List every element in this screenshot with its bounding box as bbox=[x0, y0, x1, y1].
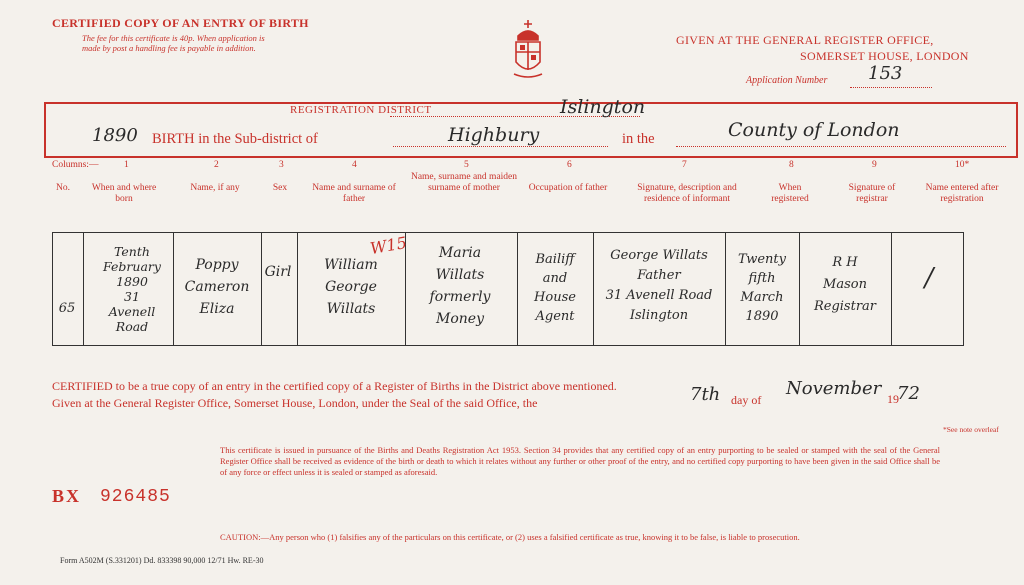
application-number-value: 153 bbox=[868, 63, 903, 84]
column-header: Name and surname of father bbox=[312, 183, 396, 204]
application-number-label: Application Number bbox=[746, 75, 828, 86]
entry-when-registered: Twenty fifth March 1890 bbox=[738, 252, 786, 324]
column-number: 5 bbox=[464, 160, 469, 170]
county-value: County of London bbox=[728, 119, 900, 141]
certificate-title: CERTIFIED COPY OF AN ENTRY OF BIRTH bbox=[52, 16, 309, 30]
in-the-label: in the bbox=[622, 131, 655, 147]
birth-subdistrict-label: BIRTH in the Sub-district of bbox=[152, 131, 318, 147]
column-header: Name entered after registration bbox=[925, 183, 999, 204]
column-number: 10* bbox=[955, 160, 970, 170]
royal-crest-icon bbox=[510, 18, 546, 84]
column-number: 4 bbox=[352, 160, 357, 170]
entry-number: 65 bbox=[58, 301, 76, 316]
column-number: 1 bbox=[124, 160, 129, 170]
entry-when-where-born: Tenth February 1890 31 Avenell Road bbox=[103, 244, 161, 334]
statute-text: This certificate is issued in pursuance of the Births and Deaths Registration Act 1953. Section 34 provides that any certified copy of an entry purporting to be sealed or stamped with the seal of the General Register Office shall be received as evidence of the birth or death to which it relates without any further or other proof of the entry, and no certified copy purporting to have been given in the said Office shall be of any force or effect unless it is sealed or stamped as aforesaid. bbox=[220, 445, 940, 477]
column-header: Name, surname and maiden surname of mother bbox=[410, 172, 518, 193]
certification-month: November bbox=[786, 378, 882, 399]
column-header: Occupation of father bbox=[528, 183, 608, 193]
column-divider bbox=[297, 233, 298, 345]
column-number: 8 bbox=[789, 160, 794, 170]
column-number: 3 bbox=[279, 160, 284, 170]
entry-occupation: Bailiff and House Agent bbox=[534, 252, 576, 324]
certification-line-2: Given at the General Register Office, Somerset House, London, under the Seal of the said Office, the bbox=[52, 396, 538, 410]
certification-line-1: CERTIFIED to be a true copy of an entry in the certified copy of a Register of Births in the District above mentioned. bbox=[52, 379, 617, 393]
certification-year: 72 bbox=[897, 383, 920, 404]
certification-year-prefix: 19 bbox=[887, 392, 899, 406]
entry-father: William George Willats bbox=[324, 257, 378, 317]
serial-letters: BX bbox=[52, 486, 82, 506]
entry-name-after-registration: / bbox=[924, 263, 934, 293]
day-of-label: day of bbox=[731, 393, 762, 407]
column-number: 9 bbox=[872, 160, 877, 170]
column-number: 2 bbox=[214, 160, 219, 170]
entry-mother: Maria Willats formerly Money bbox=[429, 245, 491, 327]
column-header: Name, if any bbox=[190, 183, 240, 193]
column-header: When and where born bbox=[91, 183, 157, 204]
office-line-2: SOMERSET HOUSE, LONDON bbox=[800, 49, 969, 63]
registration-district-label: REGISTRATION DISTRICT bbox=[290, 104, 432, 116]
entry-name: Poppy Cameron Eliza bbox=[184, 257, 250, 317]
column-number: 7 bbox=[682, 160, 687, 170]
registration-district-value: Islington bbox=[560, 96, 646, 118]
entry-registrar: R H Mason Registrar bbox=[813, 255, 877, 314]
registration-year: 1890 bbox=[92, 125, 138, 146]
column-header: Signature, description and residence of informant bbox=[637, 183, 737, 204]
column-divider bbox=[891, 233, 892, 345]
column-header: When registered bbox=[771, 183, 809, 204]
column-header: Sex bbox=[272, 183, 288, 193]
column-header: Signature of registrar bbox=[848, 183, 896, 204]
column-divider bbox=[261, 233, 262, 345]
application-number-line bbox=[850, 87, 932, 88]
subdistrict-line bbox=[393, 146, 608, 147]
see-note-overleaf: *See note overleaf bbox=[943, 425, 999, 434]
entry-informant: George Willats Father 31 Avenell Road Islington bbox=[605, 248, 713, 323]
column-number: 6 bbox=[567, 160, 572, 170]
columns-label: Columns:— bbox=[52, 160, 99, 170]
certification-day: 7th bbox=[690, 384, 721, 405]
subdistrict-value: Highbury bbox=[448, 124, 540, 146]
column-header: No. bbox=[56, 183, 70, 193]
father-annotation: W15 bbox=[368, 232, 409, 259]
form-reference: Form A502M (S.331201) Dd. 833398 90,000 12/71 Hw. RE-30 bbox=[60, 556, 264, 565]
entry-sex: Girl bbox=[264, 264, 292, 280]
fee-note: The fee for this certificate is 40p. When application is made by post a handling fee is payable in addition. bbox=[82, 33, 265, 53]
office-line-1: GIVEN AT THE GENERAL REGISTER OFFICE, bbox=[676, 33, 934, 47]
serial-number: 926485 bbox=[100, 487, 171, 507]
caution-text: CAUTION:—Any person who (1) falsifies any of the particulars on this certificate, or (2) uses a falsified certificate as true, knowing it to be false, is liable to prosecution. bbox=[220, 532, 800, 542]
county-line bbox=[676, 146, 1006, 147]
